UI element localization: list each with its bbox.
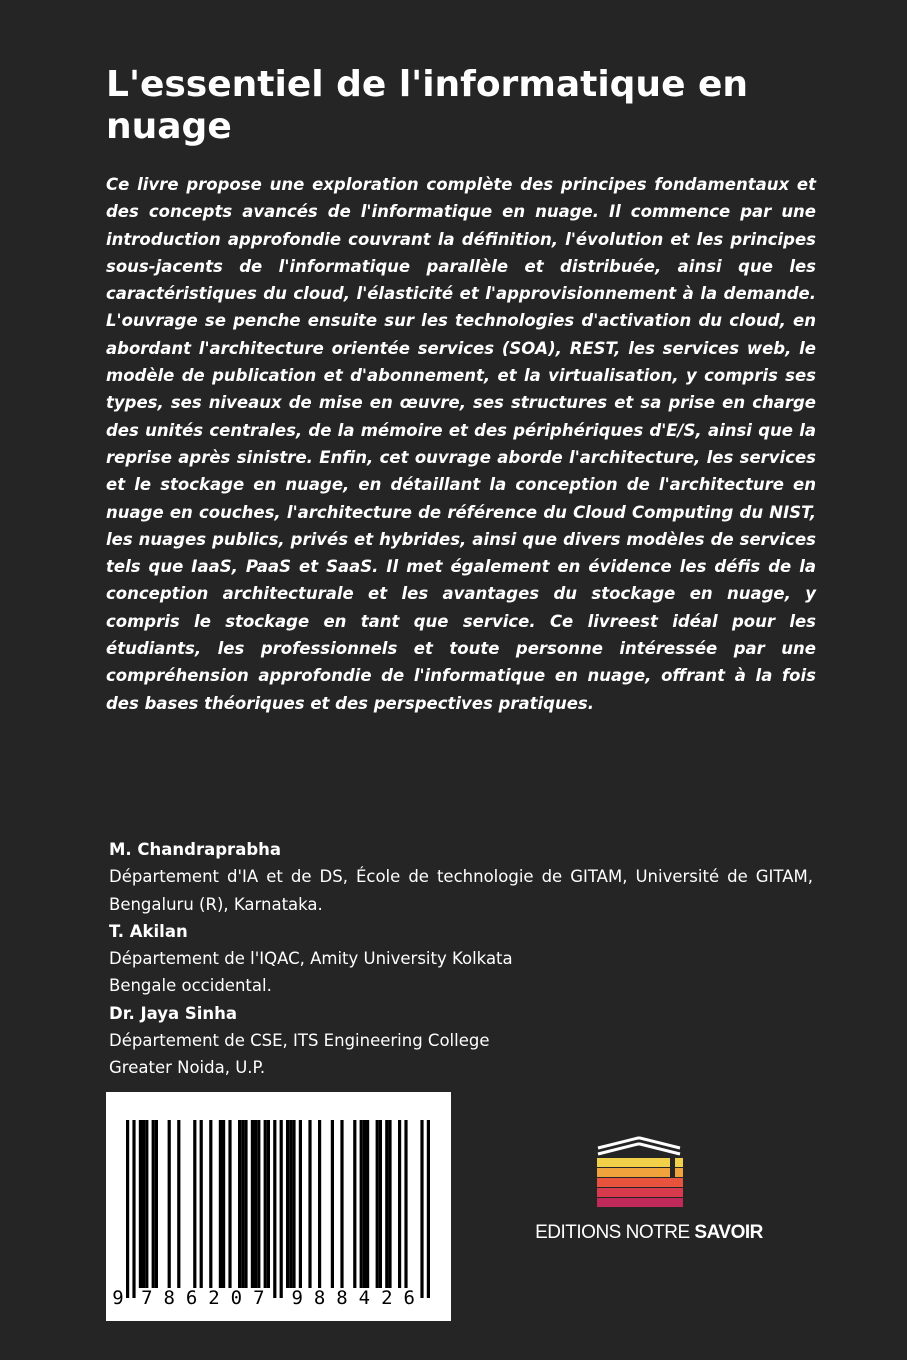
- barcode-digit: 8: [336, 1287, 348, 1309]
- barcode-bar: [366, 1120, 369, 1288]
- publisher-name-prefix: EDITIONS NOTRE: [535, 1222, 695, 1243]
- barcode-bar: [360, 1120, 363, 1288]
- barcode-bar: [331, 1120, 334, 1288]
- barcode-bar: [379, 1120, 382, 1288]
- barcode-bar: [244, 1120, 247, 1288]
- barcode-bar: [289, 1120, 292, 1288]
- barcode-bar: [404, 1120, 407, 1288]
- publisher-block: [520, 1130, 770, 1250]
- barcode-bar: [222, 1120, 225, 1288]
- author-affiliation: Bengale occidental.: [109, 976, 272, 996]
- author-name: Dr. Jaya Sinha: [109, 1003, 238, 1023]
- barcode-digit: 9: [291, 1287, 303, 1309]
- barcode-digit: 0: [230, 1287, 243, 1309]
- barcode-digit: 7: [141, 1287, 153, 1309]
- barcode-digit: 8: [313, 1287, 326, 1309]
- barcode-bar: [200, 1120, 203, 1288]
- author-block: [109, 918, 813, 1000]
- author-name: M. Chandraprabha: [109, 840, 282, 859]
- barcode-bar: [385, 1120, 388, 1288]
- barcode-digit: 7: [253, 1287, 265, 1309]
- isbn-barcode: [106, 1092, 451, 1321]
- barcode-digit: 6: [185, 1287, 198, 1309]
- author-affiliation: Département de CSE, ITS Engineering College: [109, 1031, 490, 1051]
- barcode-bar: [228, 1120, 231, 1288]
- barcode-bar: [132, 1120, 135, 1298]
- barcode-bar: [363, 1120, 366, 1288]
- book-stack-logo-icon: [520, 1130, 770, 1220]
- barcode-bar: [152, 1120, 155, 1288]
- barcode-bar: [264, 1120, 267, 1288]
- barcode-bar: [308, 1120, 311, 1288]
- barcode-bar: [219, 1120, 222, 1288]
- publisher-name: [534, 1222, 764, 1244]
- barcode-bar: [286, 1120, 289, 1288]
- barcode-digit: 8: [163, 1287, 175, 1309]
- barcode-bar: [292, 1120, 295, 1288]
- barcode-digit: 4: [358, 1287, 371, 1309]
- author-block: [109, 836, 813, 918]
- barcode-digit: 2: [208, 1287, 220, 1309]
- barcode-bar: [139, 1120, 142, 1288]
- barcode-bar: [273, 1120, 276, 1298]
- barcode-bar: [142, 1120, 145, 1288]
- barcode-bar: [241, 1120, 244, 1288]
- barcode-bar: [155, 1120, 158, 1288]
- author-block: [109, 1000, 813, 1082]
- barcode-digit: 2: [381, 1287, 393, 1309]
- barcode-bar: [145, 1120, 148, 1288]
- barcode-bar: [280, 1120, 283, 1298]
- author-affiliation: Greater Noida, U.P.: [109, 1058, 266, 1078]
- barcode-bar: [126, 1120, 129, 1298]
- author-list: [109, 836, 813, 1082]
- description-closing: Ce livreest idéal pour les étudiants, les professionnels et toute personne intéressée par une compréhension approfondie de l'informatique en nuage, offrant à la fois des bases théoriques et des perspectives pratiques.: [106, 611, 816, 713]
- author-affiliation: Département d'IA et de DS, École de technologie de GITAM, Université de GITAM, Bengaluru (R), Karnataka.: [109, 867, 813, 914]
- author-affiliation: Département de l'IQAC, Amity University Kolkata: [109, 949, 513, 969]
- book-description: [106, 171, 816, 717]
- barcode-bar: [267, 1120, 270, 1288]
- barcode-bar: [398, 1120, 401, 1288]
- barcode-bar: [353, 1120, 356, 1288]
- barcode-bar: [251, 1120, 254, 1288]
- barcode-bar: [254, 1120, 257, 1288]
- barcode-bar: [299, 1120, 302, 1288]
- barcode-digit: 9: [112, 1287, 124, 1309]
- description-main: Ce livre propose une exploration complète des principes fondamentaux et des concepts avancés de l'informatique en nuage. Il commence par une introduction approfondie couvrant la définition, l'évolution et les principes sous-jacents de l'informatique parallèle et distribuée, ainsi que les caractéristiques du cloud, l'élasticité et l'approvisionnement à la demande. L'ouvrage se penche ensuite sur les technologies d'activation du cloud, en abordant l'architecture orientée services (SOA), REST, les services web, le modèle de publication et d'abonnement, et la virtualisation, y compris ses types, ses niveaux de mise en œuvre, ses structures et sa prise en charge des unités centrales, de la mémoire et des périphériques d'E/S, ainsi que la reprise après sinistre. Enfin, cet ouvrage aborde l'architecture, les services et le stockage en nuage, en détaillant la conception de l'architecture en nuage en couches, l'architecture de référence du Cloud Computing du NIST, les nuages publics, privés et hybrides, ainsi que divers modèles de services tels que IaaS, PaaS et SaaS. Il met également en évidence les défis de la conception architecturale et les avantages du stockage en nuage, y compris le stockage en tant que service.: [106, 175, 816, 631]
- barcode-bar: [177, 1120, 180, 1288]
- barcode-bar: [168, 1120, 171, 1288]
- barcode-bar: [420, 1120, 423, 1298]
- barcode-bar: [318, 1120, 321, 1288]
- barcode-bar: [376, 1120, 379, 1288]
- book-title: L'essentiel de l'informatique en nuage: [106, 64, 749, 147]
- barcode-bar: [427, 1120, 430, 1298]
- barcode-bar: [209, 1120, 212, 1288]
- barcode-bar: [388, 1120, 391, 1288]
- barcode-bar: [257, 1120, 260, 1288]
- barcode-bar: [340, 1120, 343, 1288]
- barcode-graphic: [106, 1092, 451, 1321]
- publisher-name-bold: SAVOIR: [694, 1222, 763, 1243]
- barcode-digit: 6: [403, 1287, 415, 1309]
- barcode-bar: [193, 1120, 196, 1288]
- barcode-bar: [238, 1120, 241, 1288]
- author-name: T. Akilan: [109, 921, 188, 941]
